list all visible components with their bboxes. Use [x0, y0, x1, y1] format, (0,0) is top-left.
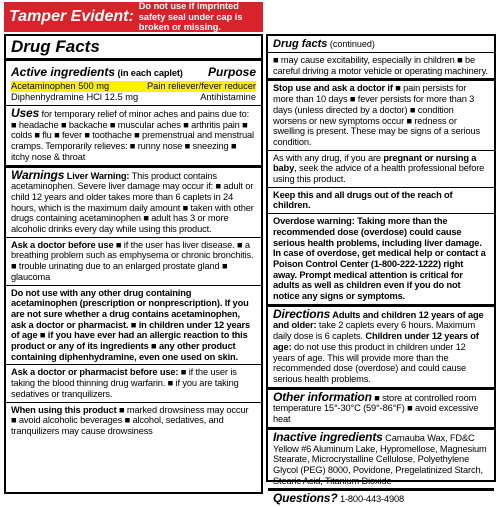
- excitability-text: ■ may cause excitability, especially in children ■ be careful driving a motor vehicle or operating machinery.: [273, 55, 488, 76]
- when-using-section: [6, 403, 261, 439]
- ingredient-row: [11, 92, 256, 103]
- when-using-lead: When using this product: [11, 404, 117, 415]
- drug-facts-continued-title: [268, 36, 494, 53]
- excitability-section: [268, 53, 494, 81]
- ingredient-purpose: Antihistamine: [200, 92, 256, 102]
- active-ingredients-heading: Active ingredients: [11, 65, 116, 79]
- ingredient-name: Diphenhydramine HCl 12.5 mg: [11, 92, 139, 102]
- purpose-heading: Purpose: [207, 65, 256, 79]
- ask-pharmacist-text: ■ if the user is taking the blood thinning drug warfarin. ■ if you are taking sedatives or tranquilizers.: [11, 367, 239, 399]
- directions-dose: take 2 caplets every 6 hours. Maximum daily dose is 6 caplets.: [273, 320, 476, 342]
- questions-heading: Questions?: [273, 491, 338, 506]
- ingredient-row: [11, 81, 256, 92]
- warnings-text: This product contains acetaminophen. Severe liver damage may occur if: ■ adult or child 12 years and older takes more than 6 caplets in 24 hours, which is the maximum daily amount ■ taken with other drugs containing acetaminophen ■ adult has 3 or more alcoholic drinks every day while using this product.: [11, 170, 254, 235]
- directions-heading: Directions: [273, 306, 331, 321]
- questions-phone: 1-800-443-4908: [337, 494, 405, 505]
- drug-facts-right-panel: [266, 34, 496, 506]
- when-using-text: ■ marked drowsiness may occur ■ avoid alcoholic beverages ■ alcohol, sedatives, and tranquilizers may cause drowsiness: [11, 404, 249, 436]
- ask-doctor-section: [6, 238, 261, 286]
- directions-adults: Adults and children 12 years of age and older:: [273, 309, 484, 331]
- warnings-heading: Warnings: [11, 167, 65, 182]
- ingredient-name: Acetaminophen 500 mg: [11, 81, 110, 91]
- overdose-section: [268, 214, 494, 307]
- stop-use-text: ■ pain persists for more than 10 days ■ fever persists for more than 3 days (unless directed by a doctor) ■ condition worsens or new symptoms occur ■ redness or swelling is present. These may be signs of a serious condition.: [273, 83, 480, 147]
- active-ingredients-sub: (in each caplet): [115, 68, 183, 78]
- liver-warning-lead: Liver Warning:: [64, 170, 130, 181]
- directions-section: [268, 307, 494, 390]
- tamper-note: Do not use if imprinted safety seal under cap is broken or missing.: [138, 1, 243, 33]
- pregnancy-text-a: As with any drug, if you are: [273, 152, 384, 163]
- ask-doctor-lead: Ask a doctor before use: [11, 239, 114, 250]
- inactive-ingredients-heading: Inactive ingredients: [273, 429, 383, 444]
- other-information-heading: Other information: [273, 389, 372, 404]
- directions-children: Children under 12 years of age:: [273, 331, 479, 352]
- ask-pharmacist-section: [6, 365, 261, 402]
- uses-section: [6, 106, 261, 168]
- uses-heading: Uses: [11, 106, 40, 120]
- warnings-section: [6, 168, 261, 238]
- tamper-title: Tamper Evident:: [9, 8, 134, 25]
- stop-use-lead: Stop use and ask a doctor if: [273, 83, 393, 94]
- inactive-ingredients-section: [268, 430, 494, 492]
- keep-out-text: Keep this and all drugs out of the reach of children.: [273, 189, 453, 211]
- pregnancy-text-b: pregnant or nursing a baby: [273, 152, 477, 174]
- pregnancy-text-c: , seek the advice of a health professional before using this product.: [273, 163, 485, 185]
- drug-facts-title: Drug Facts: [6, 36, 261, 61]
- continued-label: (continued): [327, 39, 375, 49]
- pregnancy-section: [268, 151, 494, 188]
- ingredient-purpose: Pain reliever/fever reducer: [146, 81, 256, 91]
- ask-doctor-text: ■ if the user has liver disease. ■ a breathing problem such as emphysema or chronic bronchitis. ■ trouble urinating due to an enlarged prostate gland ■ glaucoma: [11, 239, 254, 282]
- do-not-use-text: Do not use with any other drug containing acetaminophen (prescription or nonprescription). If you are not sure whether a drug contains acetaminophen, ask a doctor or pharmacist. ■ in children under 12 years of age ■ if you have ever had an allergic reaction to this product or any of its ingredients ■ any other product containing diphenhydramine, even one used on skin.: [11, 287, 251, 362]
- tamper-evident-banner: [4, 2, 263, 32]
- drug-facts-continued-heading: Drug facts: [273, 38, 328, 50]
- do-not-use-section: [6, 286, 261, 366]
- keep-out-of-reach-section: [268, 188, 494, 214]
- overdose-text: Overdose warning: Taking more than the recommended dose (overdose) could cause serious health problems, including liver damage. In case of overdose, get medical help or contact a Poison Control Center (1-800-222-1222) right away. Prompt medical attention is critical for adults as well as children even if you do not notice any signs or symptoms.: [273, 216, 486, 302]
- stop-use-section: [268, 81, 494, 150]
- directions-children-text: do not use this product in children under 12 years of age. This will provide more than the recommended dose (overdose) and could cause serious health problems.: [273, 341, 467, 384]
- other-information-section: [268, 390, 494, 430]
- questions-section: [268, 491, 494, 507]
- uses-text: for temporary relief of minor aches and pains due to: ■ headache ■ backache ■ muscular aches ■ arthritis pain ■ colds ■ flu ■ fever ■ toothache ■ premenstrual and menstrual cramps. Temporarily relieves: ■ runny nose ■ sneezing ■ itchy nose & throat: [11, 109, 254, 162]
- drug-facts-left-panel: [4, 34, 263, 494]
- ask-pharmacist-lead: Ask a doctor or pharmacist before use:: [11, 367, 179, 378]
- other-information-text: ■ store at controlled room temperature 15°-30°C (59°-86°F) ■ avoid excessive heat: [273, 392, 479, 425]
- active-ingredients-section: [6, 61, 261, 106]
- inactive-ingredients-text: Carnauba Wax, FD&C Yellow #6 Aluminum Lake, Hypromellose, Magnesium Stearate, Microcrystalline Cellulose, Polyethylene Glycol (PEG) 8000, Povidone, Pregelatinized Starch, Stearic Acid, Titanium Dioxide: [273, 432, 487, 486]
